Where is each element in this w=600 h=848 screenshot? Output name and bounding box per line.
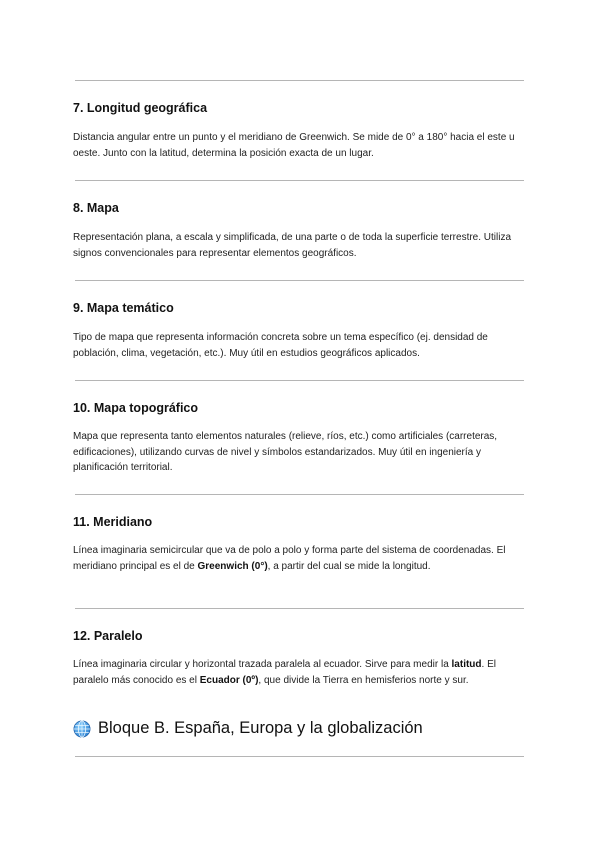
section-heading-mapa-topografico: 10. Mapa topográfico <box>73 401 199 415</box>
section-text-longitud: Distancia angular entre un punto y el meridiano de Greenwich. Se mide de 0° a 180° hacia el este u oeste. Junto con la latitud, determina la posición exacta de un lugar. <box>73 132 515 159</box>
section-text-mapa-tematico: Tipo de mapa que representa información concreta sobre un tema específico (ej. densidad de población, clima, vegetación, etc.). Muy útil en estudios geográficos aplicados. <box>73 332 488 359</box>
bold-term: Greenwich (0°) <box>197 560 268 572</box>
divider <box>75 494 524 495</box>
section-heading-mapa: 8. Mapa <box>73 201 119 215</box>
section-heading-paralelo: 12. Paralelo <box>73 629 143 643</box>
divider <box>75 280 524 281</box>
divider <box>75 608 524 609</box>
divider <box>75 380 524 381</box>
block-title-text: Bloque B. España, Europa y la globalización <box>98 719 423 737</box>
divider <box>75 756 524 757</box>
block-title <box>73 719 423 738</box>
section-heading-longitud: 7. Longitud geográfica <box>73 101 208 115</box>
divider <box>75 180 524 181</box>
globe-icon <box>73 720 91 738</box>
section-text-meridiano: Línea imaginaria semicircular que va de polo a polo y forma parte del sistema de coordenadas. El meridiano principal es el de Greenwich (0°), a partir del cual se mide la longitud. <box>73 545 506 572</box>
bold-term: Ecuador (0º) <box>199 674 259 686</box>
section-text-mapa: Representación plana, a escala y simplificada, de una parte o de toda la superficie terrestre. Utiliza signos convencionales para representar elementos geográficos. <box>73 232 512 259</box>
section-heading-meridiano: 11. Meridiano <box>73 515 153 529</box>
section-text-mapa-topografico: Mapa que representa tanto elementos naturales (relieve, ríos, etc.) como artificiales (carreteras, edificaciones), utilizando curvas de nivel y símbolos estandarizados. Muy útil en ingeniería y planificación territorial. <box>73 431 498 473</box>
divider <box>75 80 524 81</box>
section-text-paralelo: Línea imaginaria circular y horizontal trazada paralela al ecuador. Sirve para medir la latitud. El paralelo más conocido es el Ecuador (0º), que divide la Tierra en hemisferios norte y sur. <box>73 659 496 686</box>
bold-term: latitud <box>451 659 482 670</box>
section-heading-mapa-tematico: 9. Mapa temático <box>73 301 174 315</box>
